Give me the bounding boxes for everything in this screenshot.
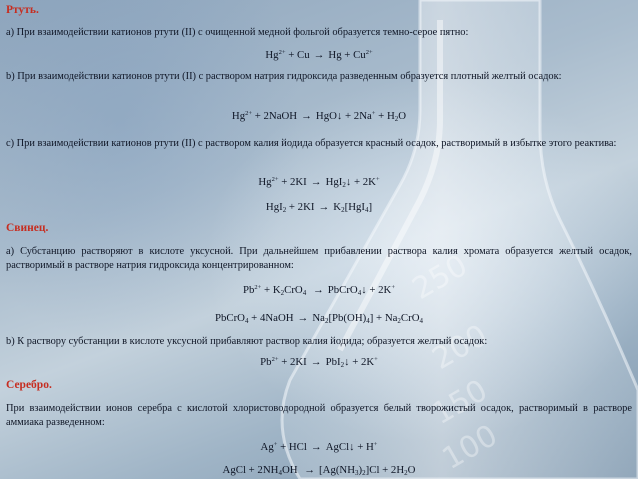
equation-ag-hcl: Ag+ + HCl → AgCl↓ + H+ (260, 441, 378, 453)
mercury-b-text: b) При взаимодействии катионов ртути (II) с раствором натрия гидроксида разведенным образуется плотный желтый осадок: (6, 71, 562, 82)
lead-b-text: b) К раствору субстанции в кислоте уксусной прибавляют раствор калия йодида; образуется желтый осадок: (6, 336, 488, 347)
equation-hg-cu: $Hg^{2+} + Cu \to Hg + Cu^{2+}$ (265, 49, 373, 61)
mercury-a-text: а) При взаимодействии катионов ртути (II) с очищенной медной фольгой образуется темно-серое пятно: (6, 27, 469, 38)
flask-mark-200: 200 (426, 317, 494, 377)
heading-lead: Свинец. (6, 222, 49, 234)
equation-hg-naoh: $Hg^{2+}$ + 2NaOH → HgO↓ + $2Na^+ + H_2O$ (231, 110, 407, 123)
equation-pbcro4-naoh: PbCrO$_4$ + 4NaOH → $Na_2[Pb(OH)_4] + Na_2CrO_4$ (214, 312, 424, 325)
flask-mark-100: 100 (436, 417, 504, 477)
equation-pb-ki: $Pb^{2+} + 2KI$ → PbI$_2$↓ + 2K+ (260, 356, 378, 369)
equation-hgi2-ki: $HgI_2 + 2KI \to K_2[HgI_4]$ (265, 201, 373, 214)
heading-silver: Серебро. (6, 379, 52, 391)
flask-mark-150: 150 (426, 372, 494, 432)
equation-hg-ki: $Hg^{2+} + 2KI$ → HgI$_2$↓ + 2K+ (258, 176, 380, 189)
silver-text: При взаимодействии ионов серебра с кислотой хлористоводородной образуется белый творожистый осадок, растворимый в растворе аммиака разведенном: (6, 403, 632, 428)
flask-mark-250: 250 (406, 247, 474, 307)
lead-a-text: а) Субстанцию растворяют в кислоте уксусной. При дальнейшем прибавлении раствора калия хромата образуется желтый осадок, растворимый в растворе натрия гидроксида концентрированном: (6, 246, 632, 271)
mercury-c-text: с) При взаимодействии катионов ртути (II) с раствором калия йодида образуется красный осадок, растворимый в избытке этого реактива: (6, 138, 617, 149)
heading-mercury: Ртуть. (6, 4, 39, 16)
equation-agcl-nh4oh: AgCl + $2NH_4OH \to [Ag(NH_3)_2]Cl + 2H_2O$ (222, 464, 416, 477)
equation-pb-chromate: $Pb^{2+} + K_2CrO_4$ → PbCrO$_4$↓ + 2K+ (243, 284, 395, 297)
